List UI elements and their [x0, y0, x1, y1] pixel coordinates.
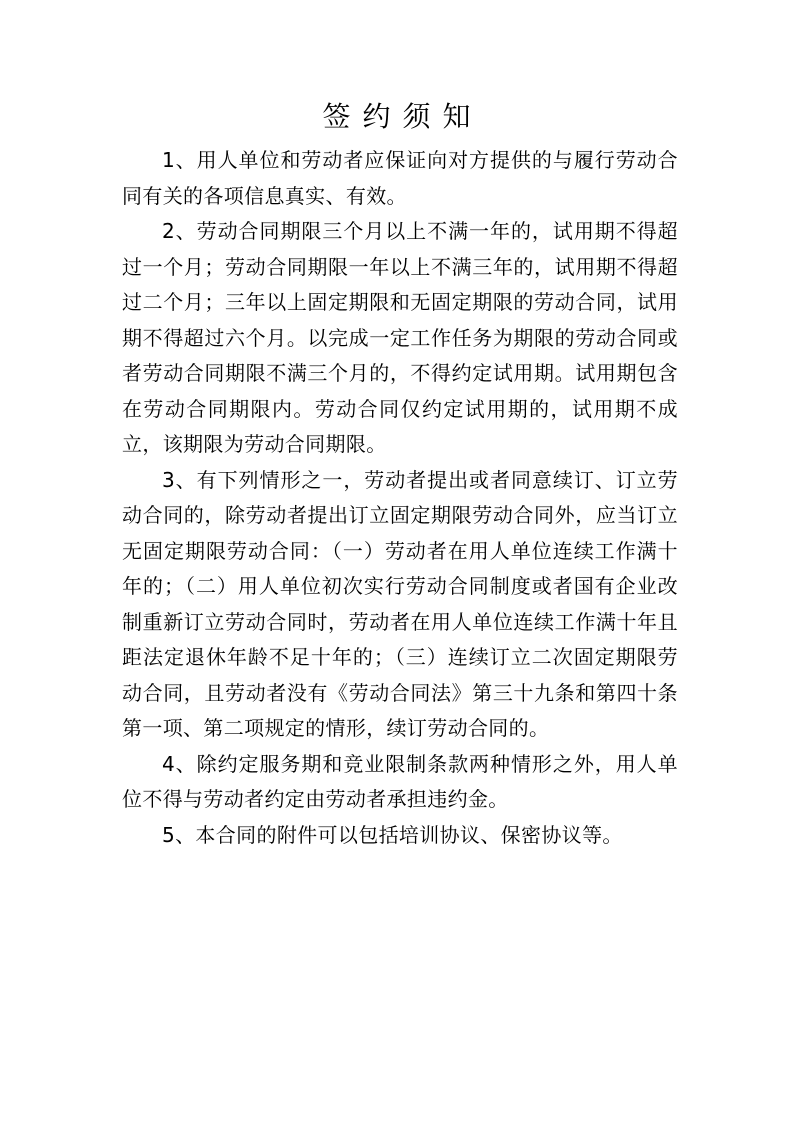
document-title: 签约须知: [322, 100, 483, 133]
paragraph-1: 1、用人单位和劳动者应保证向对方提供的与履行劳动合同有关的各项信息真实、有效。: [122, 148, 678, 208]
document-body: [122, 143, 678, 853]
paragraph-4: 4、除约定服务期和竞业限制条款两种情形之外，用人单位不得与劳动者约定由劳动者承担违约金。: [122, 751, 678, 811]
paragraph-2: 2、劳动合同期限三个月以上不满一年的，试用期不得超过一个月；劳动合同期限一年以上不满三年的，试用期不得超过二个月；三年以上固定期限和无固定期限的劳动合同，试用期不得超过六个月。以完成一定工作任务为期限的劳动合同或者劳动合同期限不满三个月的，不得约定试用期。试用期包含在劳动合同期限内。劳动合同仅约定试用期的，试用期不成立，该期限为劳动合同期限。: [122, 219, 678, 456]
paragraph-3: 3、有下列情形之一，劳动者提出或者同意续订、订立劳动合同的，除劳动者提出订立固定期限劳动合同外，应当订立无固定期限劳动合同：（一）劳动者在用人单位连续工作满十年的；（二）用人单位初次实行劳动合同制度或者国有企业改制重新订立劳动合同时，劳动者在用人单位连续工作满十年且距法定退休年龄不足十年的；（三）连续订立二次固定期限劳动合同，且劳动者没有《劳动合同法》第三十九条和第四十条第一项、第二项规定的情形，续订劳动合同的。: [122, 467, 678, 740]
paragraph-5: 5、本合同的附件可以包括培训协议、保密协议等。: [162, 822, 623, 847]
